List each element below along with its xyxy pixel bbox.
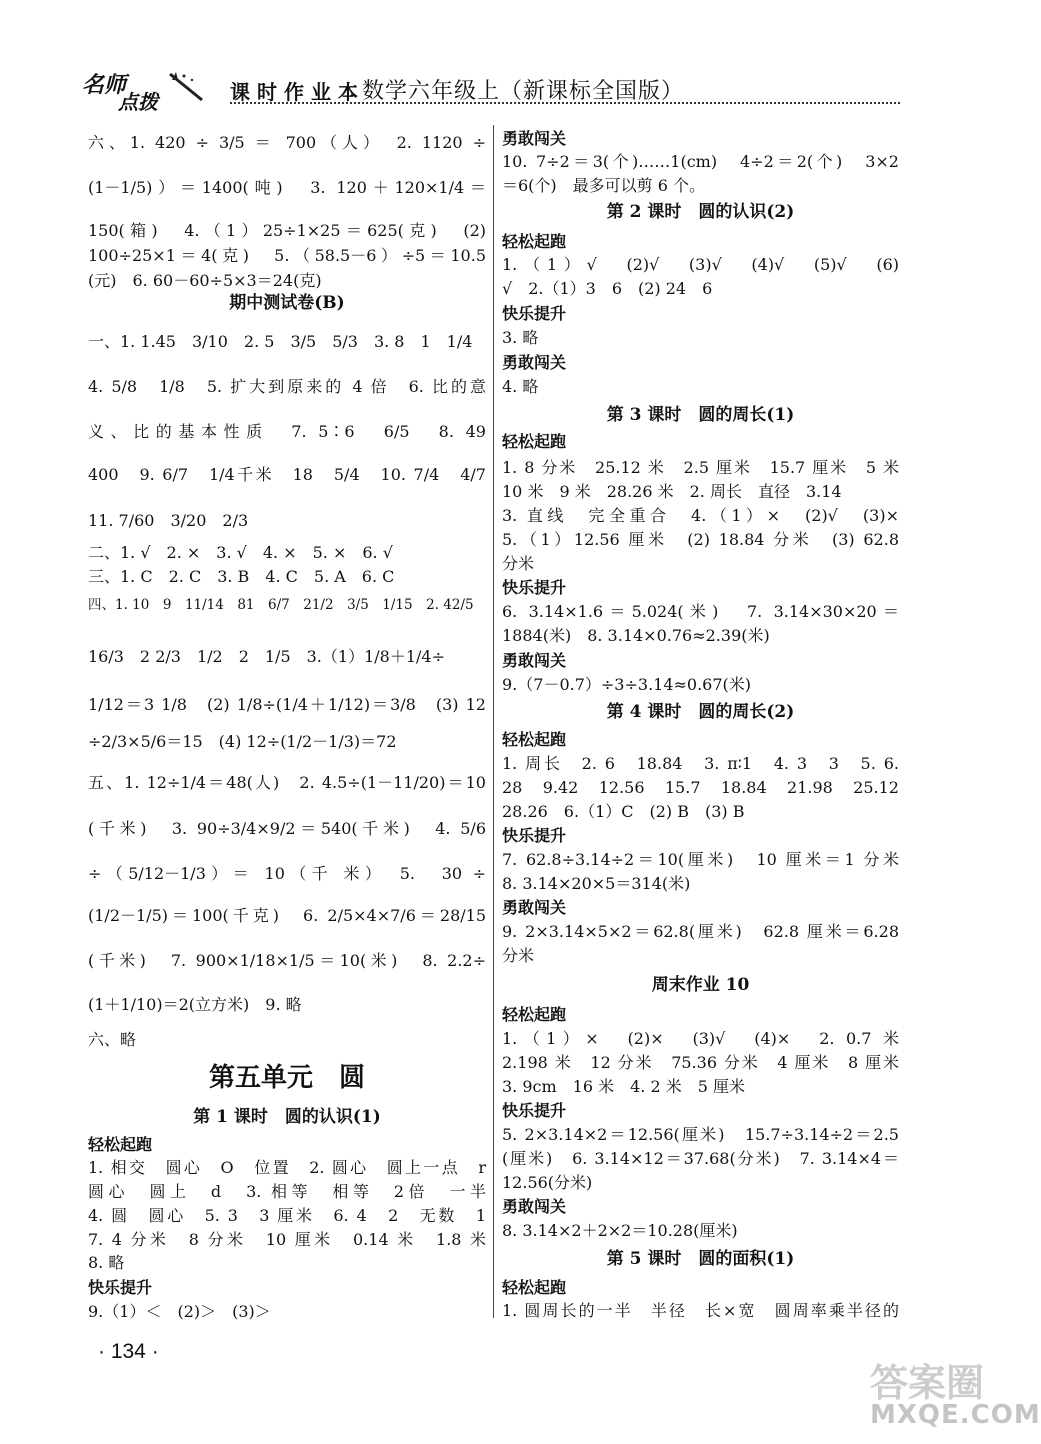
answer-line: 快乐提升 xyxy=(88,1278,153,1297)
answer-line: 义、比的基本性质 7. 5∶6 6/5 8. 49 xyxy=(88,422,486,441)
answer-line: 第 5 课时 圆的面积(1) xyxy=(606,1249,795,1269)
answer-line: (元) 6. 60－60÷5×3＝24(克) xyxy=(88,271,322,290)
answer-line: 快乐提升 xyxy=(502,304,567,323)
answer-line: 第 4 课时 圆的周长(2) xyxy=(606,702,795,722)
answer-line: 四、1. 10 9 11/14 81 6/7 21/2 3/5 1/15 2. 42/5 xyxy=(88,597,474,613)
answer-line: 勇敢闯关 xyxy=(502,129,567,148)
answer-line: 一、1. 1.45 3/10 2. 5 3/5 5/3 3. 8 1 1/4 xyxy=(88,332,473,351)
answer-line: 第 2 课时 圆的认识(2) xyxy=(606,202,795,222)
answer-line: 10 米 9 米 28.26 米 2. 周长 直径 3.14 xyxy=(502,482,842,501)
answer-line: 1/12＝3 1/8 (2) 1/8÷(1/4＋1/12)＝3/8 (3) 12 xyxy=(88,695,486,714)
watermark-logo: 答案圈 xyxy=(870,1361,985,1405)
answer-line: 8. 3.14×2＋2×2＝10.28(厘米) xyxy=(502,1221,738,1240)
answer-line: 1. 相交 圆心 O 位置 2. 圆心 圆上一点 r xyxy=(88,1158,486,1177)
brand-logo xyxy=(80,66,210,114)
answer-line: (1＋1/10)＝2(立方米) 9. 略 xyxy=(88,995,302,1014)
subject-title: 数学六年级上（新课标全国版） xyxy=(362,79,685,104)
answer-line: 三、1. C 2. C 3. B 4. C 5. A 6. C xyxy=(88,567,395,586)
answer-line: 400 9. 6/7 1/4千米 18 5/4 10. 7/4 4/7 xyxy=(88,465,486,484)
answer-line: 100÷25×1＝4(克) 5.（58.5－6）÷5＝10.5 xyxy=(88,246,486,265)
column-divider xyxy=(493,125,494,1318)
answer-line: 6. 3.14×1.6＝5.024(米) 7. 3.14×30×20＝ xyxy=(502,602,899,621)
answer-line: 28 9.42 12.56 15.7 18.84 21.98 25.12 xyxy=(502,778,899,797)
answer-line: 16/3 2 2/3 1/2 2 1/5 3.（1）1/8＋1/4÷ xyxy=(88,647,445,666)
answer-line: 3. 直线 完全重合 4.（1）× (2)√ (3)× xyxy=(502,506,899,525)
answer-line: 4. 略 xyxy=(502,377,539,396)
answer-line: 4. 圆 圆心 5. 3 3 厘米 6. 4 2 无数 1 xyxy=(88,1206,486,1225)
answer-line: 9.（7－0.7）÷3÷3.14≈0.67(米) xyxy=(502,675,752,694)
answer-line: 9. 2×3.14×5×2＝62.8(厘米) 62.8 厘米＝6.28 xyxy=(502,922,899,941)
answer-line: 轻松起跑 xyxy=(502,1278,567,1297)
answer-line: 轻松起跑 xyxy=(502,730,567,749)
watermark-url: MXQE.COM xyxy=(870,1400,1041,1430)
answer-line: 期中测试卷(B) xyxy=(229,293,345,313)
page-number: · 134 · xyxy=(98,1340,159,1363)
pen-icon xyxy=(166,70,206,104)
answer-line: 8. 3.14×20×5＝314(米) xyxy=(502,874,691,893)
answer-line: 轻松起跑 xyxy=(88,1135,153,1154)
answer-line: 1884(米) 8. 3.14×0.76≈2.39(米) xyxy=(502,626,770,645)
answer-line: ÷（5/12－1/3）＝ 10（千 米） 5. 30 ÷ xyxy=(88,864,486,883)
watermark xyxy=(870,1352,1041,1437)
answer-line: 第五单元 圆 xyxy=(208,1063,365,1093)
answer-line: 8. 略 xyxy=(88,1253,125,1272)
answer-line: (1－1/5)）＝1400(吨) 3. 120＋120×1/4＝ xyxy=(88,178,486,197)
answer-line: 快乐提升 xyxy=(502,1101,567,1120)
answer-line: 28.26 6.（1）C (2) B (3) B xyxy=(502,802,745,821)
answer-line: 7. 4 分米 8 分米 10 厘米 0.14 米 1.8 米 xyxy=(88,1230,486,1249)
answer-line: 二、1. √ 2. × 3. √ 4. × 5. × 6. √ xyxy=(88,543,393,562)
answer-line: (1/2－1/5)＝100(千克) 6. 2/5×4×7/6＝28/15 xyxy=(88,906,486,925)
answer-line: ÷2/3×5/6＝15 (4) 12÷(1/2－1/3)＝72 xyxy=(88,732,397,751)
answer-line: (厘米) 6. 3.14×12＝37.68(分米) 7. 3.14×4＝ xyxy=(502,1149,899,1168)
answer-line: 1. 圆周长的一半 半径 长×宽 圆周率乘半径的 xyxy=(502,1301,899,1320)
answer-line: 五、1. 12÷1/4＝48(人) 2. 4.5÷(1－11/20)＝10 xyxy=(88,773,486,792)
answer-line: 轻松起跑 xyxy=(502,432,567,451)
logo-text-bottom: 点拨 xyxy=(118,90,158,114)
answer-line: 1. 周长 2. 6 18.84 3. π∶1 4. 3 3 5. 6. xyxy=(502,754,899,773)
answer-line: 分米 xyxy=(502,554,535,573)
answer-line: (千米) 3. 90÷3/4×9/2＝540(千米) 4. 5/6 xyxy=(88,819,486,838)
answer-line: 10. 7÷2＝3(个)……1(cm) 4÷2＝2(个) 3×2 xyxy=(502,152,899,171)
answer-line: 轻松起跑 xyxy=(502,1005,567,1024)
answer-line: 第 1 课时 圆的认识(1) xyxy=(193,1107,381,1127)
answer-line: 150(箱) 4.（1）25÷1×25＝625(克) (2) xyxy=(88,221,486,240)
answer-line: 快乐提升 xyxy=(502,826,567,845)
answer-line: 第 3 课时 圆的周长(1) xyxy=(606,405,795,425)
answer-line: (千米) 7. 900×1/18×1/5＝10(米) 8. 2.2÷ xyxy=(88,951,486,970)
answer-line: 分米 xyxy=(502,946,535,965)
answer-line: 5.（1）12.56 厘米 (2) 18.84 分米 (3) 62.8 xyxy=(502,530,899,549)
page-header xyxy=(80,66,900,114)
answer-line: 六、略 xyxy=(88,1030,137,1049)
answer-line: 轻松起跑 xyxy=(502,232,567,251)
logo-text-top: 名师 xyxy=(82,72,127,98)
answer-line: 勇敢闯关 xyxy=(502,1197,567,1216)
answer-line: 12.56(分米) xyxy=(502,1173,593,1192)
answer-line: ＝6(个) 最多可以剪 6 个。 xyxy=(502,176,706,195)
answer-line: 1.（1）√ (2)√ (3)√ (4)√ (5)√ (6) xyxy=(502,255,899,274)
answer-line: 9.（1）＜ (2)＞ (3)＞ xyxy=(88,1302,271,1321)
answer-line: 11. 7/60 3/20 2/3 xyxy=(88,511,249,530)
answer-line: 5. 2×3.14×2＝12.56(厘米) 15.7÷3.14÷2＝2.5 xyxy=(502,1125,899,1144)
answer-line: 3. 9cm 16 米 4. 2 米 5 厘米 xyxy=(502,1077,745,1096)
answer-line: √ 2.（1）3 6 (2) 24 6 xyxy=(502,279,713,298)
answer-line: 周末作业 10 xyxy=(651,975,750,995)
answer-line: 勇敢闯关 xyxy=(502,898,567,917)
book-title: 课时作业本 xyxy=(230,80,365,104)
answer-line: 1.（1）× (2)× (3)√ (4)× 2. 0.7 米 xyxy=(502,1029,899,1048)
answer-line: 1. 8 分米 25.12 米 2.5 厘米 15.7 厘米 5 米 xyxy=(502,458,899,477)
answer-line: 快乐提升 xyxy=(502,578,567,597)
answer-line: 勇敢闯关 xyxy=(502,353,567,372)
header-rule xyxy=(230,102,900,104)
answer-line: 7. 62.8÷3.14÷2＝10(厘米) 10 厘米＝1 分米 xyxy=(502,850,899,869)
answer-line: 4. 5/8 1/8 5. 扩大到原来的 4 倍 6. 比的意 xyxy=(88,377,486,396)
answer-line: 六、1. 420 ÷ 3/5 ＝ 700（人） 2. 1120 ÷ xyxy=(88,133,486,152)
answer-line: 3. 略 xyxy=(502,328,539,347)
answer-line: 圆心 圆上 d 3. 相等 相等 2倍 一半 xyxy=(88,1182,486,1201)
answer-line: 2.198 米 12 分米 75.36 分米 4 厘米 8 厘米 xyxy=(502,1053,899,1072)
answer-line: 勇敢闯关 xyxy=(502,651,567,670)
